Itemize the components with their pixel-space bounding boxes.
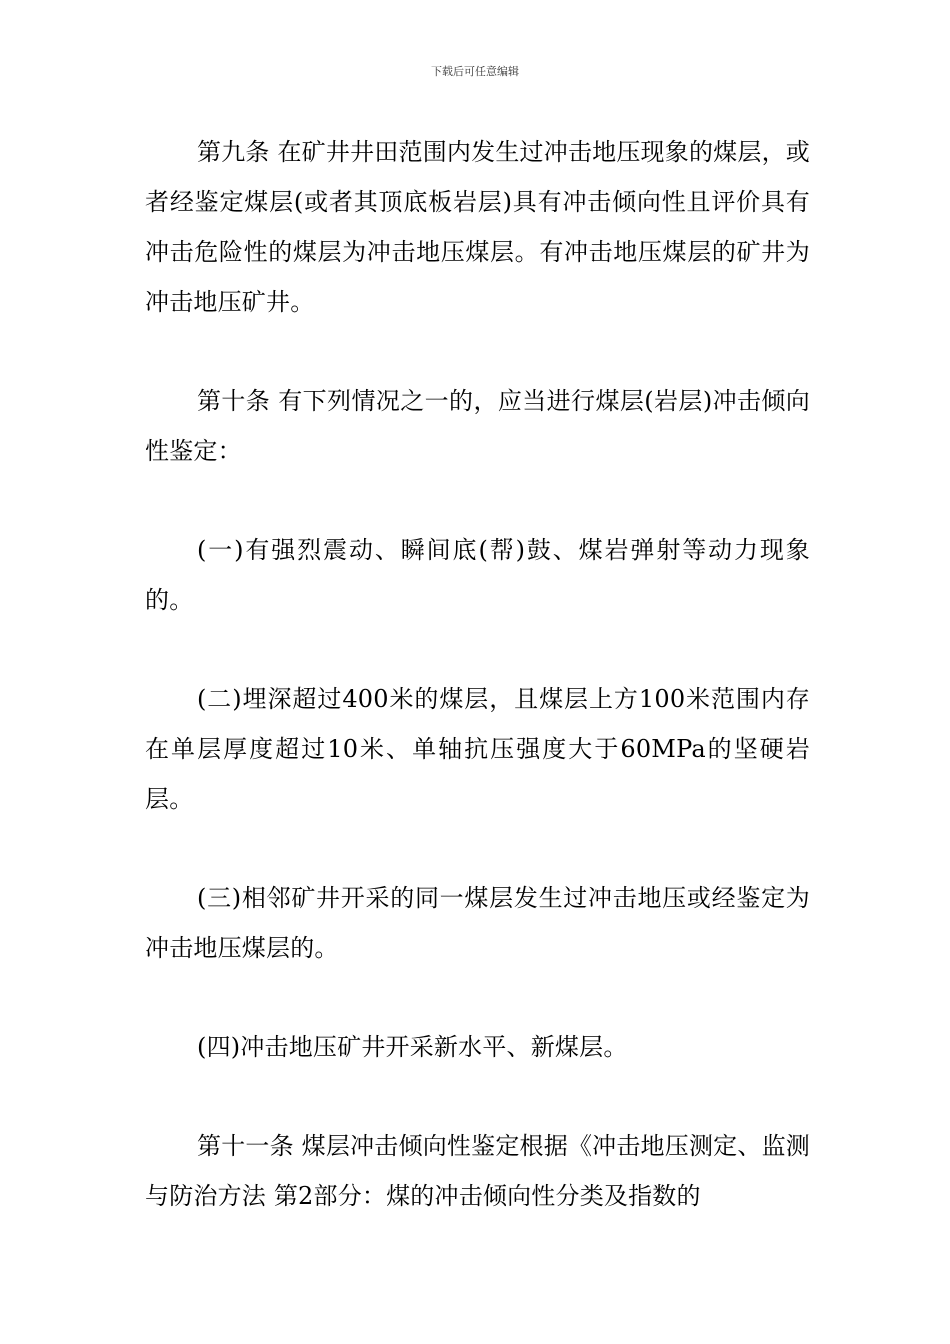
paragraph-item-4: (四)冲击地压矿井开采新水平、新煤层。 (197, 1033, 628, 1061)
paragraph-item-2: (二)埋深超过400米的煤层，且煤层上方100米范围内存在单层厚度超过10米、单轴抗压强度大于60MPa的坚硬岩层。 (145, 685, 810, 813)
paragraph-item-3: (三)相邻矿井开采的同一煤层发生过冲击地压或经鉴定为冲击地压煤层的。 (145, 884, 810, 962)
paragraph-item-1: (一)有强烈震动、瞬间底(帮)鼓、煤岩弹射等动力现象的。 (145, 536, 810, 614)
paragraph-article-11: 第十一条 煤层冲击倾向性鉴定根据《冲击地压测定、监测与防治方法 第2部分：煤的冲击倾向性分类及指数的 (145, 1132, 810, 1210)
paragraph-article-10: 第十条 有下列情况之一的，应当进行煤层(岩层)冲击倾向性鉴定： (145, 387, 810, 465)
page-header-note: 下载后可任意编辑 (431, 65, 519, 78)
paragraph-article-9: 第九条 在矿井井田范围内发生过冲击地压现象的煤层，或者经鉴定煤层(或者其顶底板岩层)具有冲击倾向性且评价具有冲击危险性的煤层为冲击地压煤层。有冲击地压煤层的矿井为冲击地压矿井。 (145, 138, 810, 316)
document-body (145, 127, 810, 1270)
